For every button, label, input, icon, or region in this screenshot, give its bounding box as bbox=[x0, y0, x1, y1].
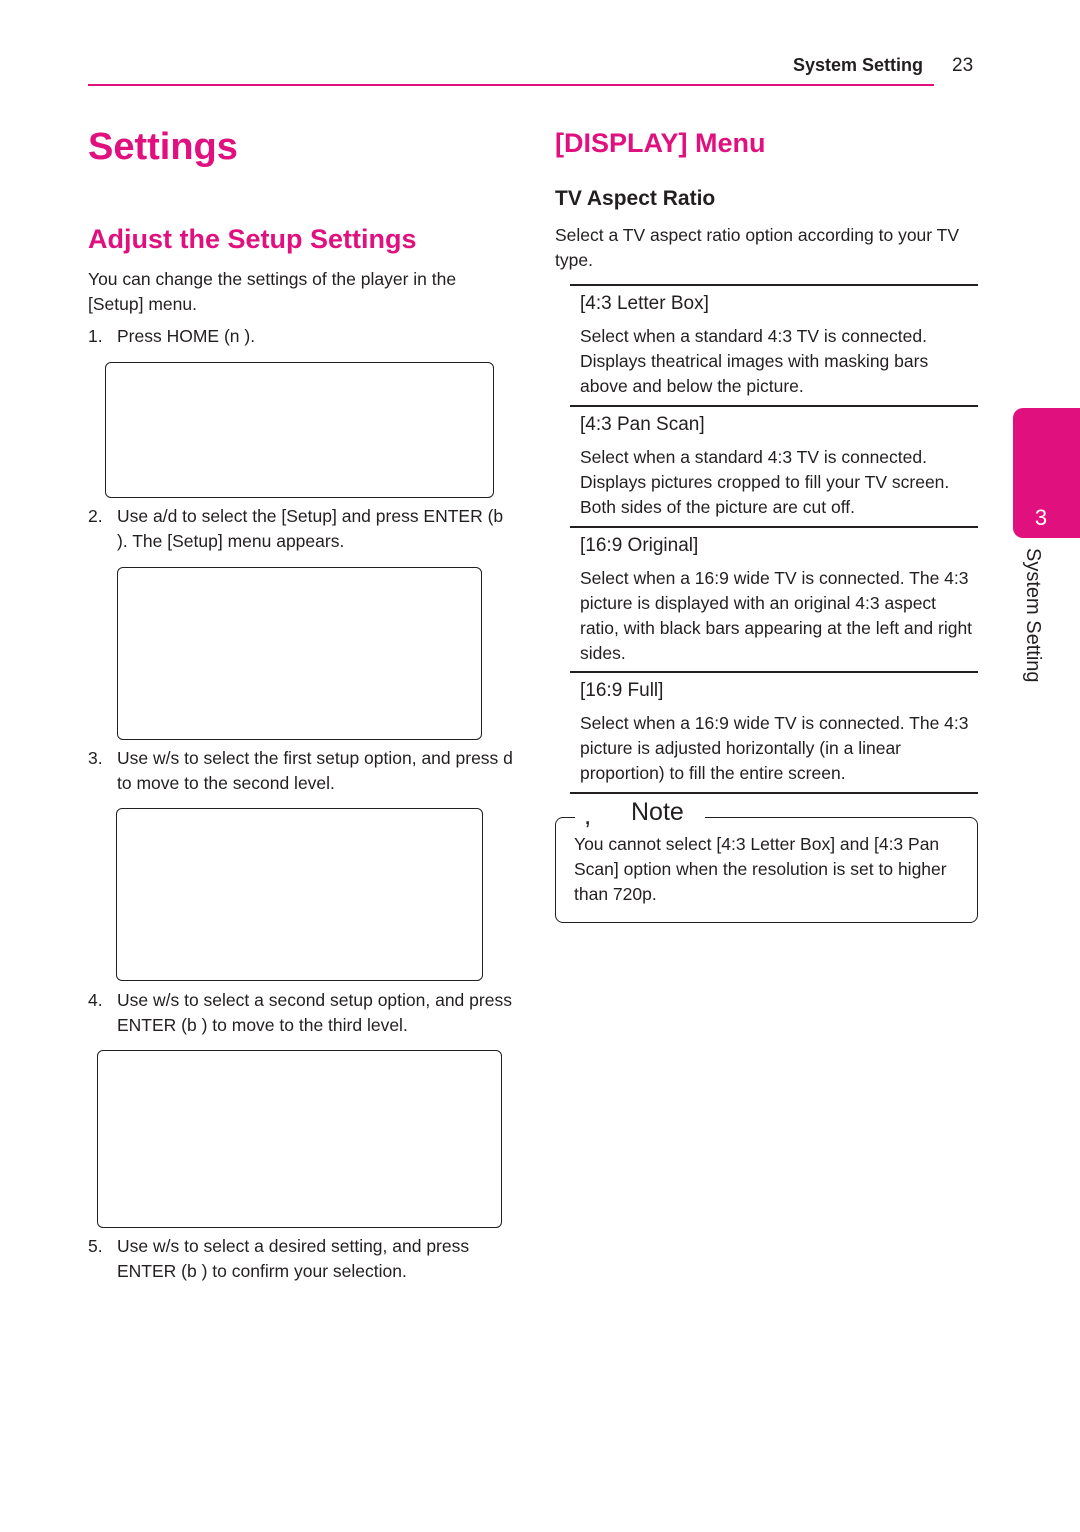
step-number: 4. bbox=[88, 990, 103, 1010]
option-divider bbox=[570, 671, 978, 673]
step-text: Use w/s to select a desired setting, and press ENTER (b ) to confirm your selection. bbox=[117, 1236, 470, 1281]
option-desc-16-9-original: Select when a 16:9 wide TV is connected. The 4:3 picture is displayed with an original 4:3 aspect ratio, with black bars appearing at the left and right sides. bbox=[580, 568, 973, 663]
option-divider bbox=[570, 405, 978, 407]
subheading-tv-aspect-ratio: TV Aspect Ratio bbox=[555, 187, 716, 210]
step-number: 2. bbox=[88, 506, 103, 526]
option-label-16-9-original: [16:9 Original] bbox=[580, 535, 699, 556]
chapter-tab-label: System Setting bbox=[1022, 548, 1044, 683]
step-text: Use w/s to select a second setup option, and press ENTER (b ) to move to the third level. bbox=[117, 990, 512, 1035]
option-divider bbox=[570, 284, 978, 286]
option-divider bbox=[570, 526, 978, 528]
header-rule bbox=[88, 84, 934, 86]
screenshot-home-menu bbox=[105, 362, 494, 498]
note-icon: , bbox=[584, 800, 592, 830]
screenshot-setup-menu bbox=[117, 567, 482, 740]
screenshot-second-level bbox=[116, 808, 483, 981]
screenshot-third-level bbox=[97, 1050, 502, 1228]
page-number: 23 bbox=[952, 55, 974, 76]
option-label-16-9-full: [16:9 Full] bbox=[580, 680, 664, 701]
step-number: 1. bbox=[88, 326, 103, 346]
option-desc-letter-box: Select when a standard 4:3 TV is connected. Displays theatrical images with masking bars above and below the picture. bbox=[580, 326, 929, 396]
step-1 bbox=[88, 324, 513, 349]
option-label-letter-box: [4:3 Letter Box] bbox=[580, 293, 709, 314]
section-heading-adjust-setup: Adjust the Setup Settings bbox=[88, 224, 417, 254]
running-header-section: System Setting bbox=[793, 55, 924, 75]
aspect-intro: Select a TV aspect ratio option according to your TV type. bbox=[555, 225, 960, 270]
step-text: Press HOME (n ). bbox=[117, 326, 256, 346]
step-text: Use w/s to select the first setup option, and press d to move to the second level. bbox=[117, 748, 513, 793]
page-title: Settings bbox=[88, 126, 238, 168]
section-heading-display-menu: [DISPLAY] Menu bbox=[555, 128, 766, 158]
chapter-number: 3 bbox=[1034, 505, 1048, 530]
step-3 bbox=[88, 746, 513, 796]
step-5 bbox=[88, 1234, 513, 1284]
step-number: 3. bbox=[88, 748, 103, 768]
option-desc-pan-scan: Select when a standard 4:3 TV is connected. Displays pictures cropped to fill your TV screen. Both sides of the picture are cut off. bbox=[580, 447, 950, 517]
option-desc-16-9-full: Select when a 16:9 wide TV is connected. The 4:3 picture is adjusted horizontally (in a linear proportion) to fill the entire screen. bbox=[580, 713, 969, 783]
note-text: You cannot select [4:3 Letter Box] and [4:3 Pan Scan] option when the resolution is set to higher than 720p. bbox=[574, 834, 947, 904]
step-number: 5. bbox=[88, 1236, 103, 1256]
option-divider bbox=[570, 792, 978, 794]
intro-paragraph: You can change the settings of the player in the [Setup] menu. bbox=[88, 269, 457, 314]
step-4 bbox=[88, 988, 513, 1038]
option-label-pan-scan: [4:3 Pan Scan] bbox=[580, 414, 705, 435]
step-text: Use a/d to select the [Setup] and press ENTER (b ). The [Setup] menu appears. bbox=[117, 506, 504, 551]
note-title: Note bbox=[631, 798, 690, 827]
step-2 bbox=[88, 504, 513, 554]
